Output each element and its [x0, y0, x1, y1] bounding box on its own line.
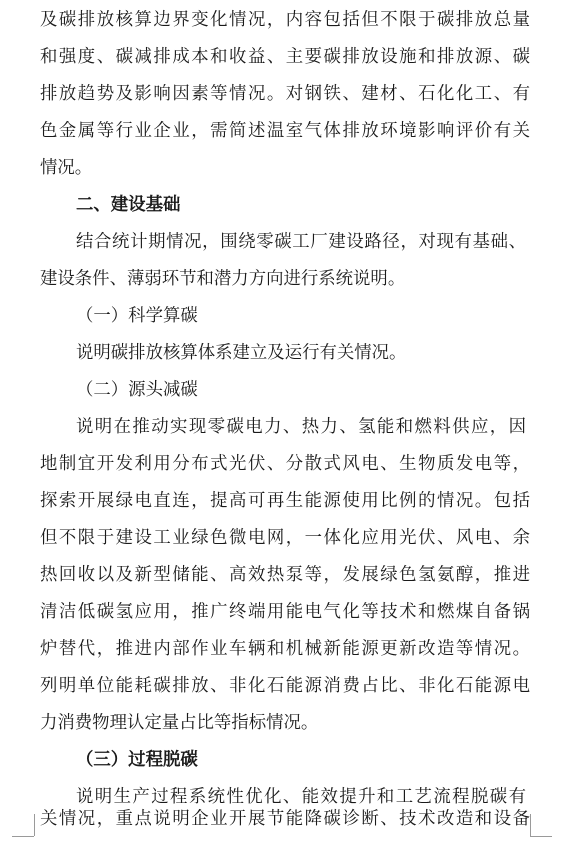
crop-mark-bottom-right — [530, 836, 552, 837]
paragraph-line: 建设条件、薄弱环节和潜力方向进行系统说明。 — [40, 269, 406, 289]
subsection-heading: （二）源头减碳 — [76, 380, 198, 400]
crop-mark-bottom-left-vertical — [34, 814, 35, 836]
paragraph-line: 情况。 — [40, 158, 93, 178]
crop-mark-bottom-left — [12, 836, 34, 837]
section-heading: 二、建设基础 — [76, 195, 181, 215]
paragraph-line: 地制宜开发利用分布式光伏、分散式风电、生物质发电等， — [40, 454, 530, 474]
subsection-heading: （三）过程脱碳 — [76, 750, 198, 770]
paragraph-line: 清洁低碳氢应用，推广终端用能电气化等技术和燃煤自备锅 — [40, 602, 530, 622]
paragraph-line: 但不限于建设工业绿色微电网，一体化应用光伏、风电、余 — [40, 528, 530, 548]
paragraph-line: 排放趋势及影响因素等情况。对钢铁、建材、石化化工、有 — [40, 84, 530, 104]
paragraph-line: 热回收以及新型储能、高效热泵等，发展绿色氢氨醇，推进 — [40, 565, 530, 585]
paragraph-line: 结合统计期情况，围绕零碳工厂建设路径，对现有基础、 — [76, 232, 526, 252]
paragraph-line: 和强度、碳减排成本和收益、主要碳排放设施和排放源、碳 — [40, 47, 530, 67]
crop-mark-bottom-right-vertical — [530, 814, 531, 836]
paragraph-line: 关情况，重点说明企业开展节能降碳诊断、技术改造和设备 — [40, 809, 530, 829]
paragraph-line: 色金属等行业企业，需简述温室气体排放环境影响评价有关 — [40, 121, 530, 141]
paragraph-line: 说明在推动实现零碳电力、热力、氢能和燃料供应，因 — [76, 417, 526, 437]
paragraph-line: 列明单位能耗碳排放、非化石能源消费占比、非化石能源电 — [40, 676, 530, 696]
paragraph-line: 探索开展绿电直连，提高可再生能源使用比例的情况。包括 — [40, 491, 530, 511]
paragraph-line: 说明生产过程系统性优化、能效提升和工艺流程脱碳有 — [76, 787, 526, 807]
paragraph-line: 说明碳排放核算体系建立及运行有关情况。 — [76, 343, 407, 363]
paragraph-line: 炉替代，推进内部作业车辆和机械新能源更新改造等情况。 — [40, 639, 530, 659]
paragraph-line: 力消费物理认定量占比等指标情况。 — [40, 713, 319, 733]
paragraph-line: 及碳排放核算边界变化情况，内容包括但不限于碳排放总量 — [40, 10, 530, 30]
subsection-heading: （一）科学算碳 — [76, 306, 198, 326]
